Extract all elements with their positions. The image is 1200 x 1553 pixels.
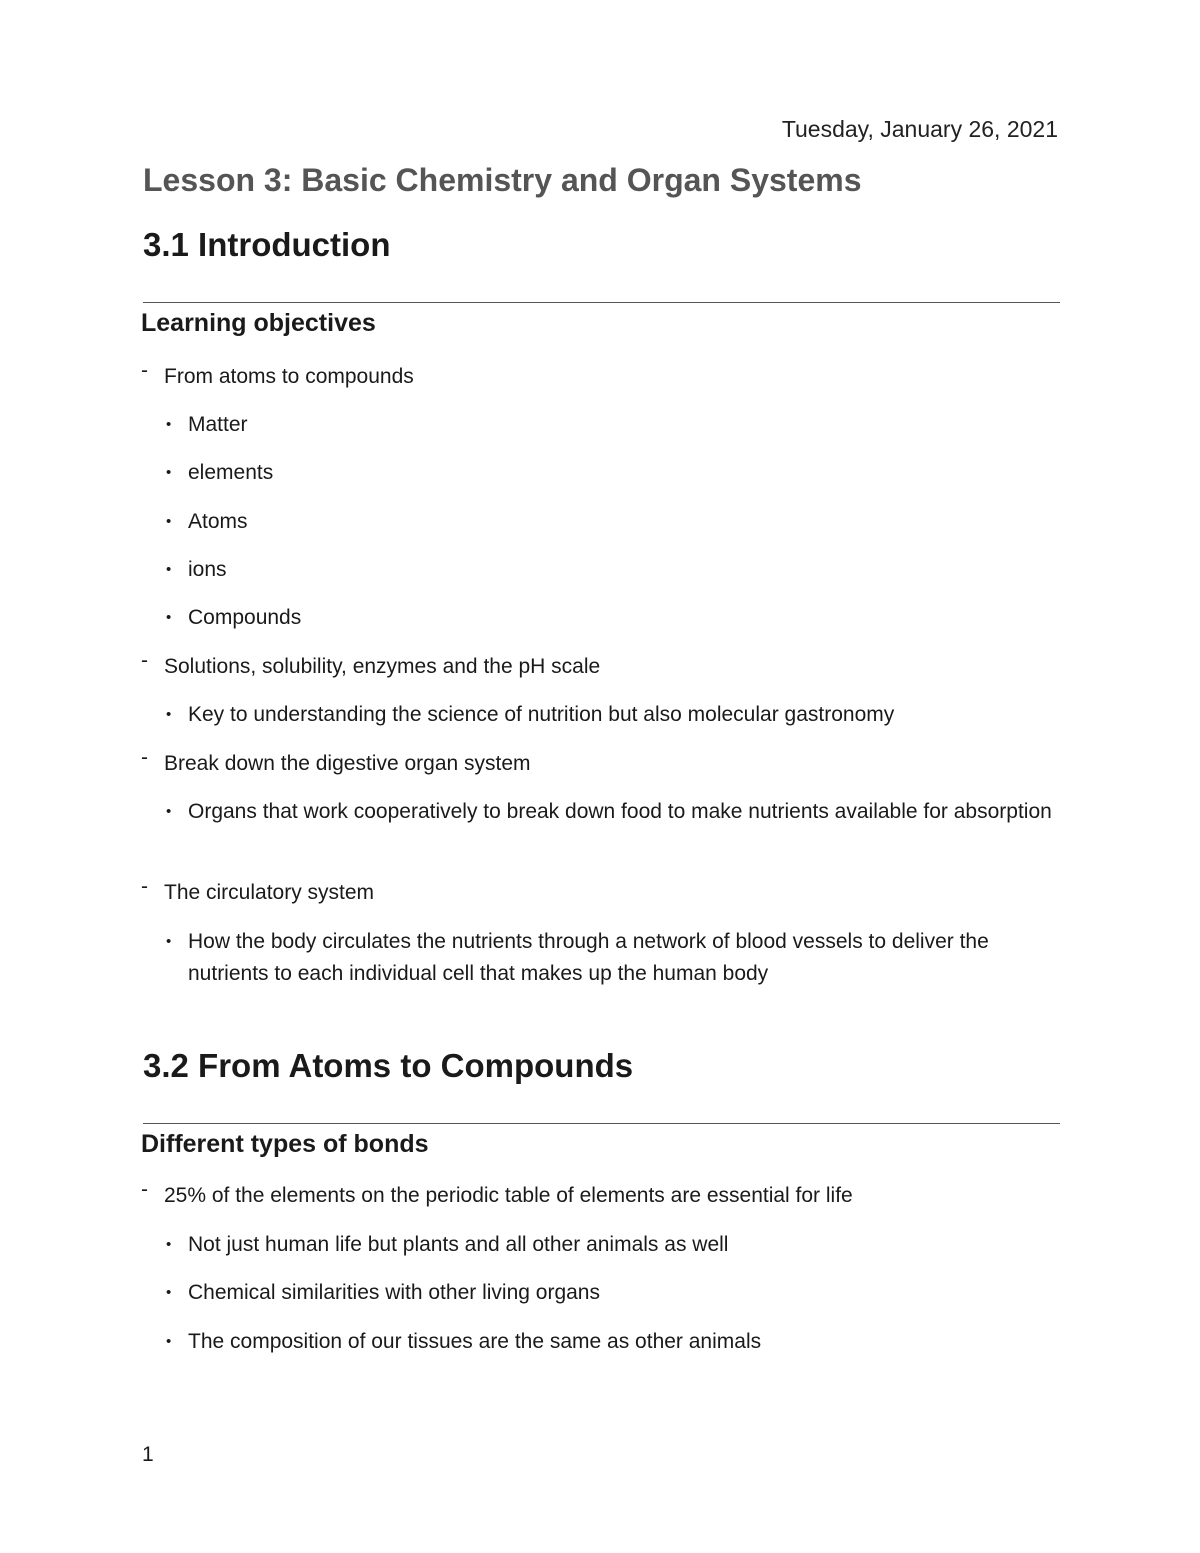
list-item [141,651,1051,683]
dash-marker: - [141,1178,148,1201]
subheading-learning-objectives: Learning objectives [141,309,376,337]
document-title: Lesson 3: Basic Chemistry and Organ Systems [143,162,862,198]
dash-marker: - [141,875,148,898]
sub-list-item-text: Compounds [188,606,302,629]
bullet-marker: • [166,1333,172,1350]
dash-marker: - [141,359,148,382]
sub-list-item [166,1229,1056,1261]
sub-list-item-text: Not just human life but plants and all other animals as well [188,1233,729,1256]
bullet-marker: • [166,803,172,820]
sub-list-item-text: ions [188,558,227,581]
sub-list-item [166,926,1056,990]
sub-list-item-text: Matter [188,413,248,436]
sub-list-item [166,1326,1056,1358]
bullet-marker: • [166,706,172,723]
sub-list-item [166,699,1056,731]
bullet-marker: • [166,513,172,530]
sub-list-item-text: Atoms [188,510,248,533]
bullet-marker: • [166,464,172,481]
sub-list-item-text: Chemical similarities with other living organs [188,1281,600,1304]
bullet-marker: • [166,561,172,578]
section-divider [143,302,1060,303]
sub-list-item-text: Organs that work cooperatively to break down food to make nutrients available for absorption [188,800,1052,823]
document-date: Tuesday, January 26, 2021 [781,116,1058,142]
list-item-text: From atoms to compounds [164,365,414,388]
dash-marker: - [141,649,148,672]
section-heading-introduction: 3.1 Introduction [143,226,391,263]
page-number: 1 [142,1443,154,1466]
list-item-text: The circulatory system [164,881,375,904]
subheading-types-of-bonds: Different types of bonds [141,1130,429,1158]
section-heading-atoms-to-compounds: 3.2 From Atoms to Compounds [143,1047,634,1084]
sub-list-item [166,554,1056,586]
sub-list-item [166,602,1056,634]
list-item [141,877,1051,909]
sub-list-item [166,796,1056,828]
sub-list-item [166,506,1056,538]
sub-list-item-text: Key to understanding the science of nutrition but also molecular gastronomy [188,703,895,726]
sub-list-item-text: elements [188,461,274,484]
bullet-marker: • [166,609,172,626]
list-item-text: Break down the digestive organ system [164,752,531,775]
sub-list-item-text: How the body circulates the nutrients through a network of blood vessels to deliver the nutrients to each individual cell that makes up the human body [188,930,989,985]
list-item [141,1180,1051,1212]
sub-list-item-text: The composition of our tissues are the same as other animals [188,1330,762,1353]
section-divider [143,1123,1060,1124]
dash-marker: - [141,746,148,769]
list-item [141,361,1051,393]
sub-list-item [166,457,1056,489]
sub-list-item [166,409,1056,441]
bullet-marker: • [166,1236,172,1253]
list-item-text: Solutions, solubility, enzymes and the pH scale [164,655,601,678]
bullet-marker: • [166,1284,172,1301]
sub-list-item [166,1277,1056,1309]
list-item-text: 25% of the elements on the periodic table of elements are essential for life [164,1184,853,1207]
bullet-marker: • [166,416,172,433]
bullet-marker: • [166,933,172,950]
list-item [141,748,1051,780]
